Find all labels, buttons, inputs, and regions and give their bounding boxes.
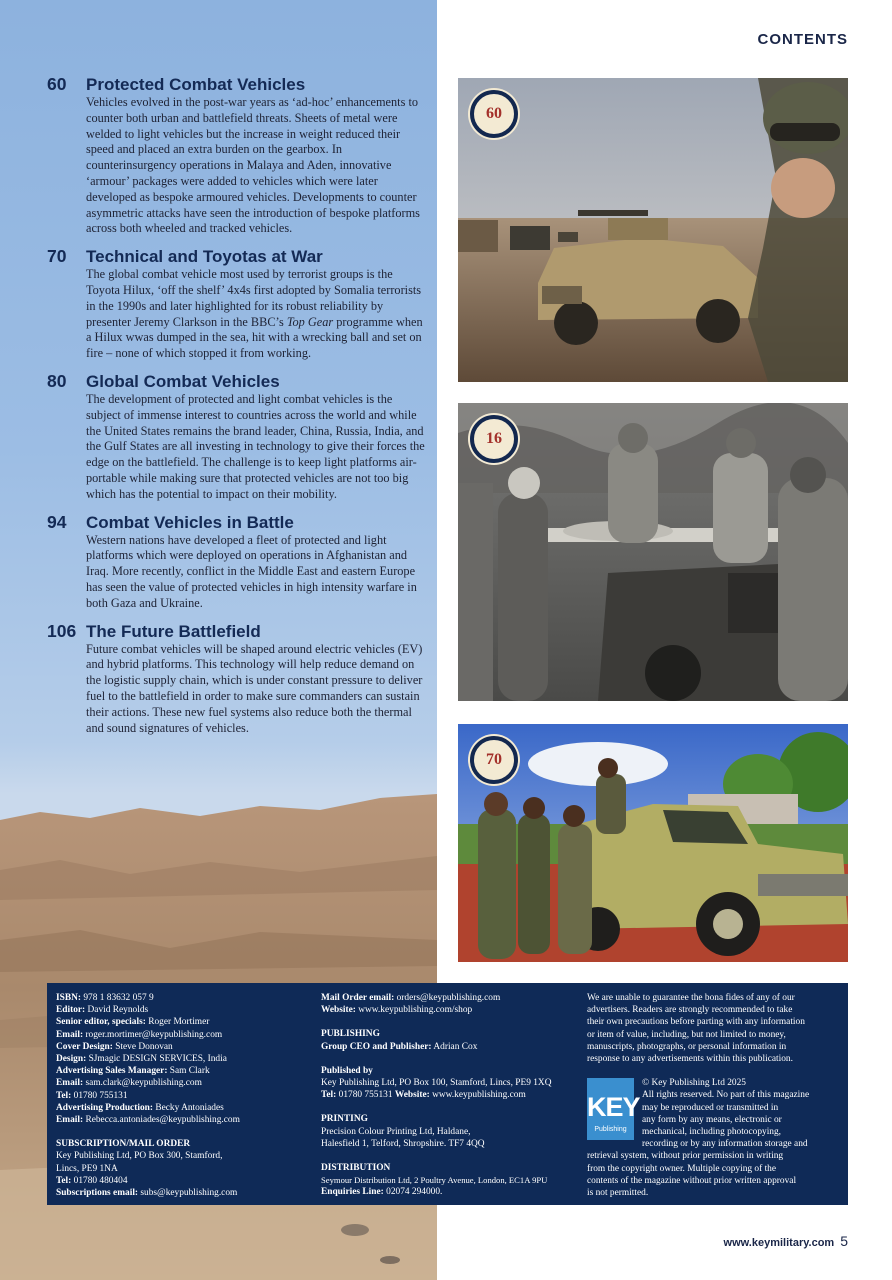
credit-line	[56, 1029, 311, 1041]
printer-address: Halesfield 1, Telford, Shropshire. TF7 4QQ	[321, 1138, 485, 1149]
credit-label: Advertising Sales Manager:	[56, 1066, 168, 1077]
contents-entry[interactable]	[47, 246, 429, 362]
contents-entry[interactable]	[47, 74, 429, 237]
copyright-line: from the copyright owner. Multiple copying of the	[587, 1163, 777, 1174]
credit-value: Roger Mortimer	[148, 1017, 210, 1028]
credit-value: Adrian Cox	[433, 1041, 478, 1052]
entry-title: Combat Vehicles in Battle	[86, 512, 294, 532]
credit-line	[321, 1186, 583, 1198]
subscription-address: Key Publishing Ltd, PO Box 300, Stamford,	[56, 1151, 223, 1162]
copyright-line: All rights reserved. No part of this magazine	[642, 1090, 810, 1101]
mail-order-block	[321, 992, 583, 1016]
humvee-desert-image	[458, 78, 848, 382]
subscription-tel: 01780 480404	[73, 1175, 128, 1186]
credit-value: Becky Antoniades	[155, 1102, 224, 1113]
printing-heading: PRINTING	[321, 1114, 368, 1125]
disclaimer-line: their own precautions before parting with any information	[587, 1017, 805, 1028]
credit-label: Enquiries Line:	[321, 1187, 384, 1198]
disclaimer-block	[587, 992, 842, 1065]
credit-label: Tel:	[56, 1090, 72, 1101]
publisher-tel: 01780 755131	[338, 1090, 393, 1101]
publisher-website-link[interactable]: www.keypublishing.com	[432, 1090, 526, 1101]
credit-label: Group CEO and Publisher:	[321, 1041, 432, 1052]
credit-label: Website:	[394, 1090, 430, 1101]
credit-line	[56, 1102, 311, 1114]
published-by-block	[321, 1065, 583, 1102]
disclaimer-line: We are unable to guarantee the bona fides of any of our	[587, 993, 795, 1003]
credit-label: ISBN:	[56, 993, 82, 1003]
photo-jeep-stretcher[interactable]	[458, 403, 848, 701]
entry-description: Vehicles evolved in the post-war years as ‘ad-hoc’ enhancements to counter both urban and battlefield threats. Sheets of metal were welded to light vehicles but the increase in weight reduced their speed and placed an extra burden on the gearbox. In counterinsurgency operations in Malaya and Aden, innovative ‘armour’ packages were added to vehicles which were later developed as bespoke armoured vehicles. Developments to counter asymmetric attacks have seen the introduction of bespoke platforms across both wheeled and tracked vehicles.	[86, 95, 420, 236]
copyright-line: any form by any means, electronic or	[642, 1114, 782, 1125]
disclaimer-line: manuscripts, photographs, or personal information in	[587, 1041, 787, 1052]
credit-line	[56, 1065, 311, 1077]
credit-line	[321, 1089, 583, 1101]
credit-value: roger.mortimer@keypublishing.com	[85, 1029, 223, 1040]
jeep-stretcher-image	[458, 403, 848, 701]
distribution-heading: DISTRIBUTION	[321, 1163, 391, 1174]
copyright-line: is not permitted.	[587, 1188, 649, 1199]
entry-description: The development of protected and light combat vehicles is the subject of immense interest to countries across the world and while the United States remains the brand leader, China, Russia, India, and the Gulf States are all investing in technology to give their forces the edge on the battlefield. The challenge is to keep light platforms air-portable while making sure that protected vehicles are not too big which has the potential to impact on their mobility.	[86, 391, 425, 501]
copyright-line: may be reproduced or transmitted in	[642, 1102, 779, 1113]
entry-description: Future combat vehicles will be shaped around electric vehicles (EV) and hybrid platforms. This technology will help reduce demand on the logistic supply chain, which is under constant pressure to deliver fuel to the battlefield in order to make sure commanders can sustain their actions. These new fuel systems also reduce both the thermal and sound signatures of vehicles.	[86, 641, 423, 735]
credit-line	[56, 1175, 311, 1187]
publishing-heading: PUBLISHING	[321, 1029, 380, 1040]
contents-list	[47, 74, 429, 745]
contents-entry[interactable]	[47, 371, 429, 503]
copyright-line: © Key Publishing Ltd 2025	[642, 1078, 746, 1089]
subscription-heading: SUBSCRIPTION/MAIL ORDER	[56, 1139, 191, 1150]
entry-title: Protected Combat Vehicles	[86, 75, 306, 94]
subscription-address: Lincs, PE9 1NA	[56, 1163, 118, 1174]
page-badge: 60	[470, 90, 518, 138]
entry-description: Western nations have developed a fleet of protected and light platforms which were deployed on operations in Afghanistan and Iraq. More recently, conflict in the Middle East and eastern Europe has seen the value of protected vehicles in high intensity warfare in both Gaza and Ukraine.	[86, 532, 417, 610]
logo-wordmark: KEY	[587, 1092, 640, 1122]
contents-entry[interactable]	[47, 512, 429, 612]
credit-line	[321, 1004, 583, 1016]
page-badge: 70	[470, 736, 518, 784]
entry-description-italic: Top Gear	[286, 314, 334, 329]
credit-value: David Reynolds	[87, 1005, 149, 1016]
credit-label: Subscriptions email:	[56, 1188, 139, 1199]
disclaimer-line: or item of value, including, but not limited to money,	[587, 1029, 786, 1040]
credits-column-publishing	[321, 992, 583, 1199]
photo-toyota-technical[interactable]	[458, 724, 848, 962]
photo-humvee[interactable]	[458, 78, 848, 382]
credit-value: 01780 755131	[73, 1090, 128, 1101]
credit-line	[56, 992, 311, 1004]
logo-subtitle: Publishing	[594, 1126, 627, 1133]
credit-line	[321, 992, 583, 1004]
credits-panel	[47, 983, 848, 1205]
credit-label: Website:	[321, 1005, 356, 1016]
credit-value: Sam Clark	[169, 1066, 210, 1077]
credit-line	[56, 1090, 311, 1102]
entry-title: The Future Battlefield	[86, 621, 261, 641]
page-badge: 16	[470, 415, 518, 463]
subscription-block	[56, 1138, 311, 1199]
credit-value: SJmagic DESIGN SERVICES, India	[88, 1054, 227, 1065]
entry-page-number: 80	[47, 370, 67, 391]
copyright-line: retrieval system, without prior permission in writing	[587, 1151, 784, 1162]
page-number: 5	[840, 1233, 848, 1249]
mail-order-email[interactable]: orders@keypublishing.com	[396, 993, 501, 1003]
credit-line	[56, 1016, 311, 1028]
footer-website-link[interactable]: www.keymilitary.com	[723, 1237, 835, 1249]
entry-title: Global Combat Vehicles	[86, 371, 280, 391]
distribution-block	[321, 1162, 583, 1199]
credit-value: 978 1 83632 057 9	[83, 993, 154, 1003]
credit-line	[56, 1004, 311, 1016]
contents-entry[interactable]	[47, 621, 429, 737]
enquiries-tel: 02074 294000.	[386, 1187, 443, 1198]
printer-address: Precision Colour Printing Ltd, Haldane,	[321, 1126, 471, 1137]
entry-page-number: 94	[47, 511, 67, 532]
credit-label: Mail Order email:	[321, 993, 395, 1003]
credit-line	[56, 1114, 311, 1126]
copyright-line: mechanical, including photocopying,	[642, 1127, 782, 1138]
credit-value: Steve Donovan	[115, 1041, 173, 1052]
credit-label: Advertising Production:	[56, 1102, 153, 1113]
distributor-address: Seymour Distribution Ltd, 2 Poultry Avenue, London, EC1A 9PU	[321, 1175, 548, 1186]
credit-label: Senior editor, specials:	[56, 1017, 146, 1028]
staff-list	[56, 992, 311, 1126]
entry-title: Technical and Toyotas at War	[86, 247, 323, 267]
credit-line	[56, 1077, 311, 1089]
page-footer	[724, 1233, 848, 1249]
credit-label: Tel:	[56, 1175, 72, 1186]
disclaimer-line: response to any advertisements within this publication.	[587, 1054, 793, 1065]
entry-description-part: The global combat vehicle most used by terrorist groups is the Toyota Hilux, ‘off the shelf’ 4x4s first adopted by Somalia terrorists in the 1990s and later highlighted for its robust reliability by presenter Jeremy Clarkson in the BBC’s	[86, 267, 422, 329]
publishing-block	[321, 1028, 583, 1052]
credit-label: Design:	[56, 1054, 87, 1065]
credit-value: Rebecca.antoniades@keypublishing.com	[85, 1115, 240, 1126]
credit-label: Cover Design:	[56, 1041, 113, 1052]
publisher-address: Key Publishing Ltd, PO Box 100, Stamford, Lincs, PE9 1XQ	[321, 1078, 552, 1089]
entry-page-number: 70	[47, 246, 67, 267]
disclaimer-line: advertisers. Readers are strongly recommended to take	[587, 1005, 793, 1016]
subscription-email[interactable]: subs@keypublishing.com	[140, 1188, 238, 1199]
credit-line	[56, 1041, 311, 1053]
credit-label: Email:	[56, 1029, 84, 1040]
credit-label: Email:	[56, 1115, 84, 1126]
section-header: CONTENTS	[757, 31, 848, 48]
entry-description	[86, 267, 429, 362]
published-by-heading: Published by	[321, 1065, 373, 1076]
printing-block	[321, 1113, 583, 1150]
shop-website-link[interactable]: www.keypublishing.com/shop	[358, 1005, 473, 1016]
credit-line	[56, 1187, 311, 1199]
key-publishing-logo	[587, 1078, 640, 1140]
copyright-line: recording or by any information storage and	[642, 1139, 808, 1150]
entry-page-number: 106	[47, 620, 77, 641]
credit-line	[56, 1053, 311, 1065]
copyright-line: contents of the magazine without prior written approval	[587, 1175, 797, 1186]
credit-label: Email:	[56, 1078, 84, 1089]
credit-value: sam.clark@keypublishing.com	[85, 1078, 202, 1089]
copyright-continued	[587, 1150, 842, 1199]
entry-page-number: 60	[47, 74, 67, 94]
credit-label: Editor:	[56, 1005, 86, 1016]
entry-description-part: programme when a Hilux wwas dumped in the sea, hit with a wrecking ball and set on fire – none of which stopped it from working.	[86, 314, 423, 361]
credit-line	[321, 1041, 583, 1053]
credit-label: Tel:	[321, 1090, 337, 1101]
credits-column-staff	[56, 992, 311, 1199]
